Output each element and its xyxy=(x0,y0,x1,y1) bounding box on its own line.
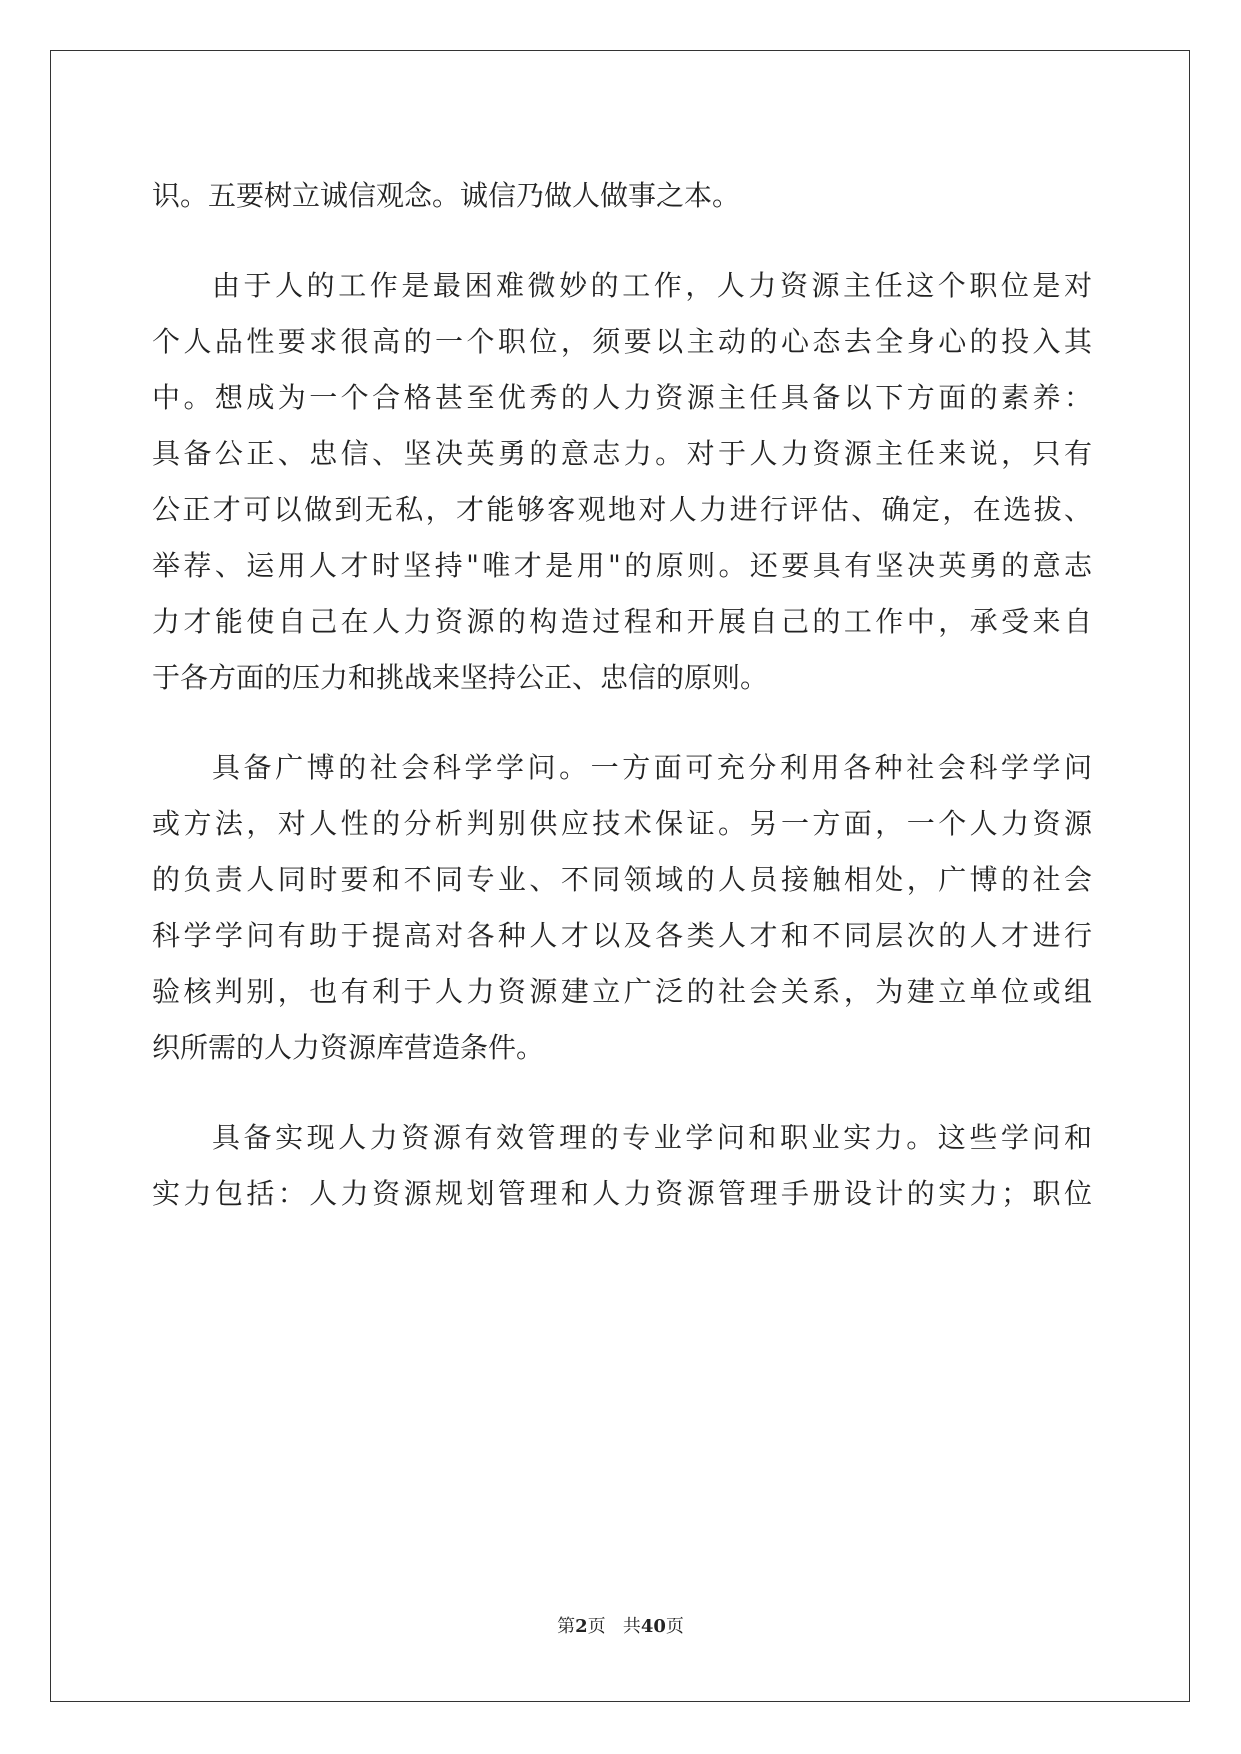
document-body xyxy=(152,168,1092,1222)
paragraph-spacer xyxy=(152,224,1092,258)
paragraph-4-line-1: 具备实现人力资源有效管理的专业学问和职业实力。这些学问和 xyxy=(212,1121,1092,1154)
paragraph-2-line-2: 个人品性要求很高的一个职位，须要以主动的心态去全身心的投入其 xyxy=(152,325,1092,358)
paragraph-spacer xyxy=(152,706,1092,740)
paragraph-spacer xyxy=(152,1076,1092,1110)
paragraph-2-line-7: 力才能使自己在人力资源的构造过程和开展自己的工作中，承受来自 xyxy=(152,605,1092,638)
paragraph-3-line-4: 科学学问有助于提高对各种人才以及各类人才和不同层次的人才进行 xyxy=(152,919,1092,952)
footer-total-prefix: 共 xyxy=(622,1616,641,1637)
paragraph-2-line-1: 由于人的工作是最困难微妙的工作，人力资源主任这个职位是对 xyxy=(212,269,1092,302)
footer-total-unit: 页 xyxy=(665,1616,684,1637)
paragraph-2-line-6: 举荐、运用人才时坚持"唯才是用"的原则。还要具有坚决英勇的意志 xyxy=(152,549,1092,582)
paragraph-3-line-1: 具备广博的社会科学学问。一方面可充分利用各种社会科学学问 xyxy=(212,751,1092,784)
footer-prefix: 第 xyxy=(557,1616,576,1637)
paragraph-2-line-3: 中。想成为一个合格甚至优秀的人力资源主任具备以下方面的素养： xyxy=(152,381,1092,414)
paragraph-2-line-5: 公正才可以做到无私，才能够客观地对人力进行评估、确定，在选拔、 xyxy=(152,493,1092,526)
paragraph-3-line-5: 验核判别，也有利于人力资源建立广泛的社会关系，为建立单位或组 xyxy=(152,975,1092,1008)
paragraph-3-line-6: 织所需的人力资源库营造条件。 xyxy=(152,1031,545,1064)
paragraph-2-line-8: 于各方面的压力和挑战来坚持公正、忠信的原则。 xyxy=(152,661,769,694)
footer-page-unit: 页 xyxy=(587,1616,606,1637)
paragraph-1-line-1: 识。五要树立诚信观念。诚信乃做人做事之本。 xyxy=(152,179,741,212)
paragraph-3-line-3: 的负责人同时要和不同专业、不同领域的人员接触相处，广博的社会 xyxy=(152,863,1092,896)
paragraph-3-line-2: 或方法，对人性的分析判别供应技术保证。另一方面，一个人力资源 xyxy=(152,807,1092,840)
page-footer xyxy=(0,1615,1241,1639)
paragraph-4-line-2: 实力包括：人力资源规划管理和人力资源管理手册设计的实力；职位 xyxy=(152,1177,1092,1210)
total-page-count: 40 xyxy=(640,1616,666,1637)
paragraph-2-line-4: 具备公正、忠信、坚决英勇的意志力。对于人力资源主任来说，只有 xyxy=(152,437,1092,470)
current-page-number: 2 xyxy=(575,1616,588,1637)
